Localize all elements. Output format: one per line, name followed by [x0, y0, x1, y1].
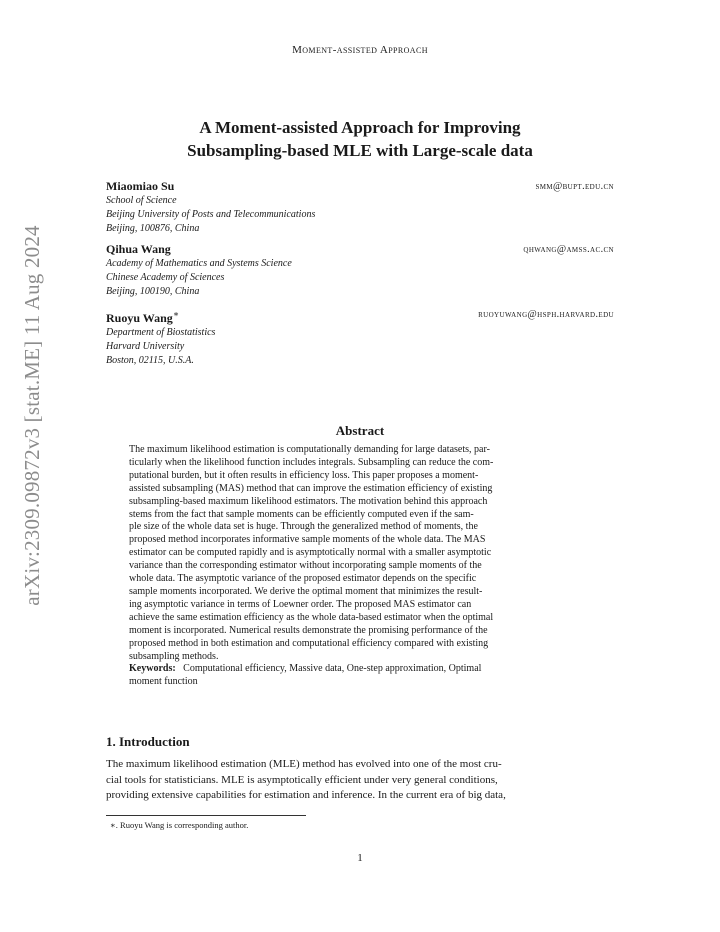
keywords-line: moment function — [129, 676, 198, 688]
footnote-divider — [106, 815, 306, 816]
abstract-line: ticularly when the likelihood function includes integrals. Subsampling can reduce the com- — [129, 456, 494, 468]
body-line: The maximum likelihood estimation (MLE) method has evolved into one of the most cru- — [106, 758, 502, 770]
abstract-line: estimator can be computed rapidly and is asymptotically normal with a smaller asymptotic — [129, 547, 492, 559]
page-number: 1 — [357, 852, 363, 864]
keywords-text: Computational efficiency, Massive data, One-step approximation, Optimal — [183, 663, 482, 675]
keywords-line — [129, 663, 591, 676]
author-block — [106, 179, 614, 236]
abstract-line: ing asymptotic variance in terms of Loewner order. The proposed MAS estimator can — [129, 598, 472, 610]
author-block — [106, 307, 614, 368]
affiliation-line: School of Science — [106, 195, 177, 206]
section-heading: 1. Introduction — [106, 734, 190, 749]
abstract-line: subsampling methods. — [129, 650, 219, 662]
affiliation-line: Beijing, 100190, China — [106, 286, 200, 297]
title-line: A Moment-assisted Approach for Improving — [199, 118, 521, 137]
abstract-line: ple size of the whole data set is huge. Through the generalized method of moments, the — [129, 521, 478, 533]
abstract-line: sample moments incorporated. We derive the optimal moment that minimizes the result- — [129, 585, 483, 597]
abstract-line: stems from the fact that sample moments can be efficiently computed even if the sam- — [129, 508, 474, 520]
affiliation-line: Academy of Mathematics and Systems Science — [106, 258, 292, 269]
abstract-line: achieve the same estimation efficiency as the whole data-based estimator when the optimal — [129, 611, 494, 623]
abstract-body — [129, 444, 591, 689]
abstract-line: subsampling-based maximum likelihood estimators. The motivation behind this approach — [129, 495, 488, 507]
abstract-line: proposed method in both estimation and computational efficiency compared with existing — [129, 637, 489, 649]
affiliation-line: Beijing University of Posts and Telecommunications — [106, 209, 316, 220]
body-line: providing extensive capabilities for estimation and inference. In the current era of big data, — [106, 789, 506, 801]
intro-paragraph — [106, 757, 614, 804]
affiliation-line: Department of Biostatistics — [106, 327, 216, 338]
footnote-marker: ∗ — [172, 309, 179, 319]
abstract-line: The maximum likelihood estimation is computationally demanding for large datasets, par- — [129, 444, 490, 455]
author-email[interactable]: smm@bupt.edu.cn — [535, 181, 614, 192]
author-name: Qihua Wang — [106, 242, 171, 256]
abstract-line: putational burden, but it often results in efficiency loss. This paper proposes a moment- — [129, 469, 479, 481]
abstract-line: proposed method incorporates informative sample moments of the whole data. The MAS — [129, 534, 486, 546]
author-email[interactable]: ruoyuwang@hsph.harvard.edu — [478, 309, 614, 320]
abstract-heading: Abstract — [335, 423, 385, 438]
author-name: Miaomiao Su — [106, 179, 175, 193]
abstract-line: moment is incorporated. Numerical results demonstrate the promising performance of the — [129, 624, 488, 636]
affiliation-line: Harvard University — [106, 341, 185, 352]
arxiv-stamp — [10, 210, 55, 620]
author-block — [106, 242, 614, 299]
affiliation-line: Boston, 02115, U.S.A. — [106, 355, 194, 366]
abstract-line: variance than the corresponding estimator without incorporating sample moments of the — [129, 560, 482, 572]
footnote: ∗. Ruoyu Wang is corresponding author. — [110, 820, 249, 830]
abstract-line: whole data. The asymptotic variance of the proposed estimator depends on the specific — [129, 573, 477, 585]
abstract-line: assisted subsampling (MAS) method that can improve the estimation efficiency of existing — [129, 482, 493, 494]
paper-title — [106, 116, 614, 162]
author-name: Ruoyu Wang∗ — [106, 309, 179, 325]
title-line: Subsampling-based MLE with Large-scale data — [187, 141, 533, 160]
affiliation-line: Chinese Academy of Sciences — [106, 272, 225, 283]
keywords-label: Keywords: — [129, 663, 176, 675]
affiliation-line: Beijing, 100876, China — [106, 223, 200, 234]
arxiv-stamp-text: arXiv:2309.09872v3 [stat.ME] 11 Aug 2024 — [20, 224, 44, 606]
author-email[interactable]: qhwang@amss.ac.cn — [523, 244, 614, 255]
running-head: Moment-assisted Approach — [292, 44, 428, 56]
body-line: cial tools for statisticians. MLE is asymptotically efficient under very general conditions, — [106, 773, 498, 786]
